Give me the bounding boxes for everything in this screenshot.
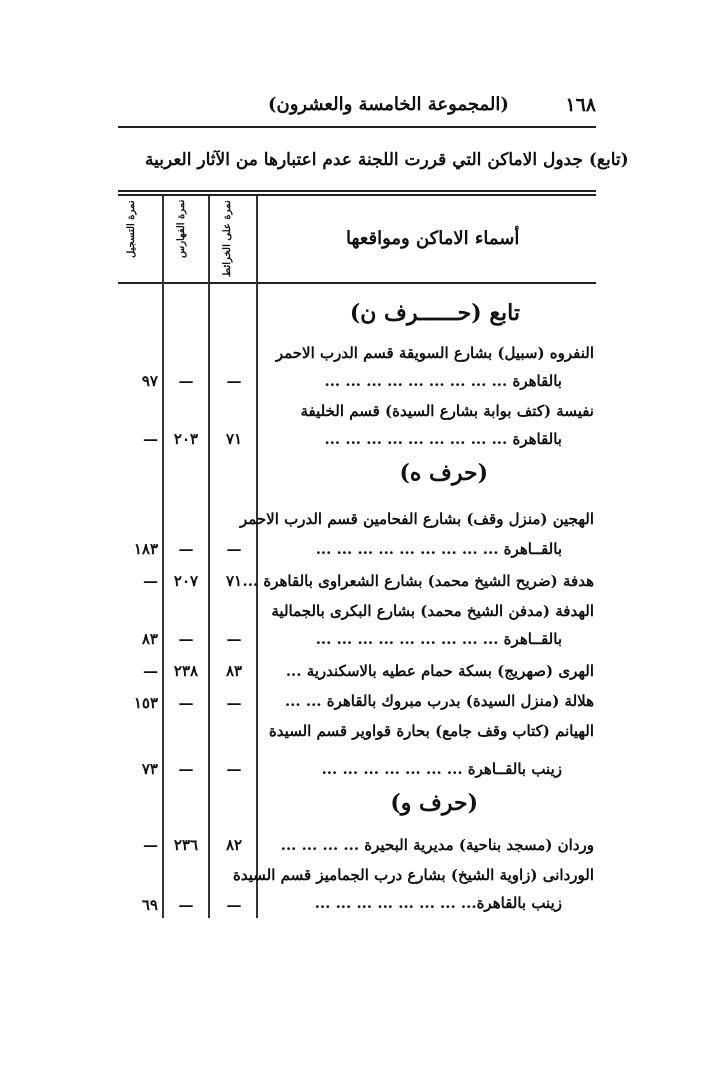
header-rule: [118, 126, 596, 128]
entry-line: النفروه (سبيل) بشارع السويقة قسم الدرب الاحمر: [275, 344, 594, 362]
section-title: (المجموعة الخامسة والعشرون): [268, 94, 509, 115]
col-separator-1: [162, 196, 164, 918]
table-top-rule-2: [118, 194, 596, 196]
cell-col1: —: [226, 760, 242, 778]
entry-line: الهجين (منزل وقف) بشارع الفحامين قسم الدرب الاحمر: [239, 510, 594, 528]
col-header-3: نمرة التسجيل: [126, 200, 137, 258]
entry-line: نفيسة (كتف بوابة بشارع السيدة) قسم الخليفة: [300, 402, 594, 420]
cell-col1: —: [226, 630, 242, 648]
cell-col2: —: [178, 694, 194, 712]
cell-col2: ٢٠٧: [173, 572, 199, 590]
entry-line: بالقــاهرة ... ... ... ... ... ... ... ... ...: [315, 540, 562, 558]
entry-line: هدفة (ضريح الشيخ محمد) بشارع الشعراوى بالقاهرة ...: [242, 572, 594, 590]
col-header-1: نمرة على الخرائط: [222, 200, 233, 277]
cell-col1: ٨٣: [225, 662, 243, 680]
entry-line: وردان (مسجد بناحية) مديرية البحيرة ... ... ... ...: [280, 836, 594, 854]
cell-col1: —: [226, 372, 242, 390]
cell-col3: —: [143, 836, 158, 854]
entry-line: زينب بالقــاهرة ... ... ... ... ... ... ...: [321, 760, 562, 778]
cell-col3: ١٥٣: [133, 694, 158, 712]
cell-col1: —: [226, 694, 242, 712]
entry-line: بالقــاهرة ... ... ... ... ... ... ... ... ...: [315, 630, 562, 648]
cell-col1: —: [226, 896, 242, 914]
cell-col1: ٧١: [225, 572, 243, 590]
entry-line: بالقاهرة ... ... ... ... ... ... ... ... ...: [324, 430, 562, 448]
cell-col2: ٢٣٨: [173, 662, 199, 680]
cell-col2: —: [178, 630, 194, 648]
cell-col2: —: [178, 540, 194, 558]
table-top-rule: [118, 190, 596, 192]
header-bottom-rule: [118, 282, 596, 284]
cell-col3: —: [143, 662, 158, 680]
col-separator-2: [208, 196, 210, 918]
cell-col3: ٨٣: [141, 630, 158, 648]
entry-line: الهيانم (كتاب وقف جامع) بحارة قواوير قسم السيدة: [268, 722, 594, 740]
section-heading-nun: تابع (حــــــرف ن): [349, 300, 520, 326]
cell-col2: —: [178, 372, 194, 390]
cell-col3: —: [143, 430, 158, 448]
name-column-header: أسماء الاماكن ومواقعها: [346, 228, 520, 249]
cell-col3: ٩٧: [141, 372, 158, 390]
cell-col2: —: [178, 760, 194, 778]
cell-col3: ١٨٣: [133, 540, 158, 558]
entry-line: هلالة (منزل السيدة) بدرب مبروك بالقاهرة ... ...: [284, 692, 594, 710]
col-header-2: نمرة الفهارس: [176, 200, 187, 259]
entry-line: الوردانى (زاوية الشيخ) بشارع درب الجماميز قسم السيدة: [233, 866, 594, 884]
cell-col2: —: [178, 896, 194, 914]
cell-col3: —: [143, 572, 158, 590]
section-heading-ha: (حرف ه): [399, 460, 488, 486]
entry-line: الهرى (صهريج) بسكة حمام عطيه بالاسكندرية ...: [285, 662, 594, 680]
cell-col1: ٨٢: [225, 836, 243, 854]
cell-col2: ٢٠٣: [173, 430, 199, 448]
cell-col3: ٦٩: [141, 896, 158, 914]
cell-col1: —: [226, 540, 242, 558]
cell-col1: ٧١: [225, 430, 243, 448]
page-number: ١٦٨: [565, 94, 596, 116]
col-separator-3: [256, 196, 258, 918]
cell-col3: ٧٣: [141, 760, 158, 778]
entry-line: زينب بالقاهرة... ... ... ... ... ... ... ...: [314, 894, 562, 912]
entry-line: الهدفة (مدفن الشيخ محمد) بشارع البكرى بالجمالية: [271, 602, 594, 620]
entry-line: بالقاهرة ... ... ... ... ... ... ... ... ...: [324, 372, 562, 390]
cell-col2: ٢٣٦: [173, 836, 199, 854]
table-title: (تابع) جدول الاماكن التي قررت اللجنة عدم اعتبارها من الآثار العربية: [145, 150, 629, 170]
section-heading-waw: (حرف و): [390, 790, 478, 816]
